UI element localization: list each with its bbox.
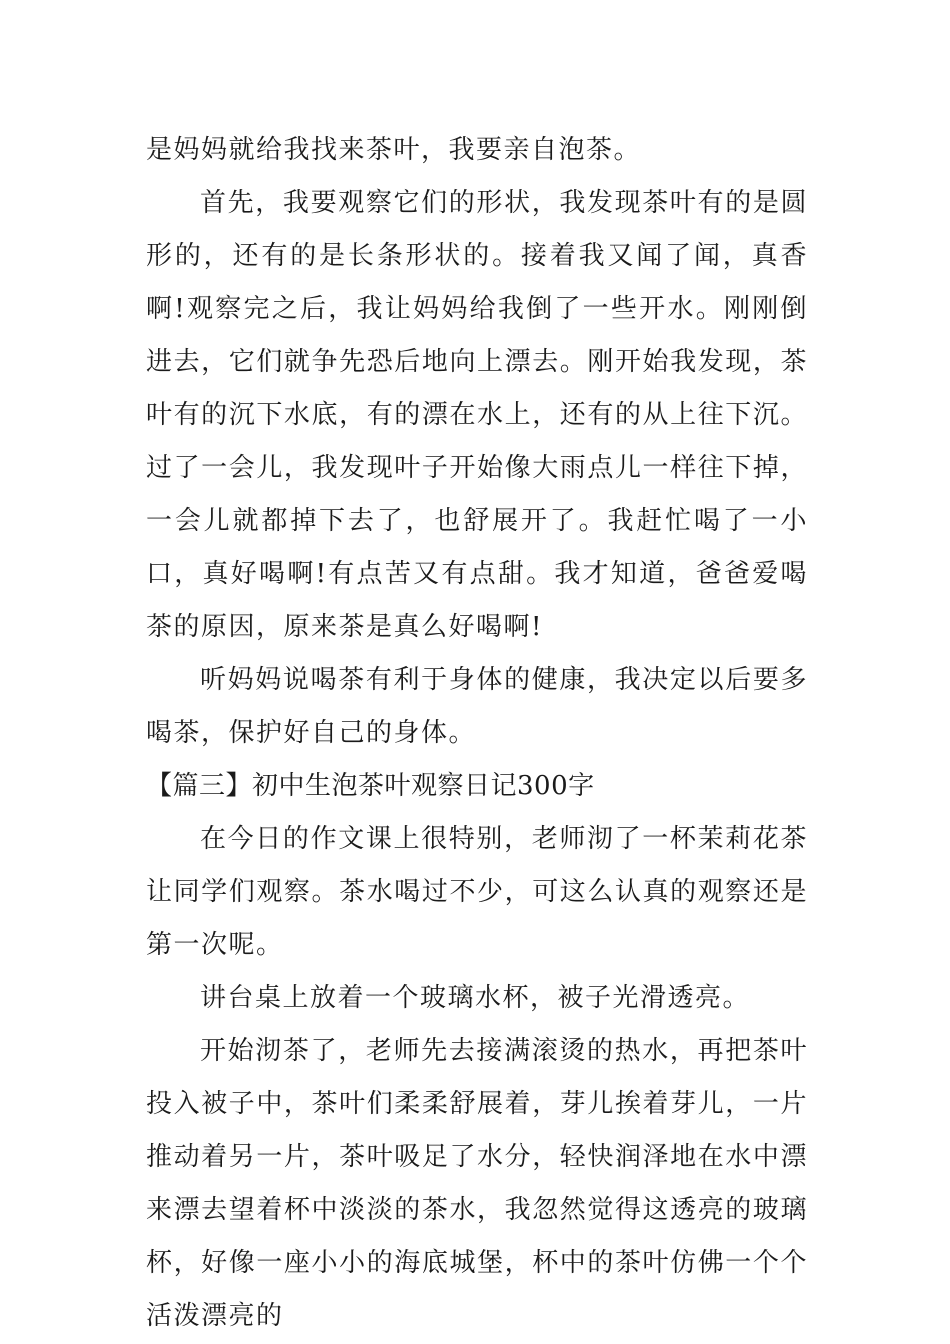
paragraph-continuation: 是妈妈就给我找来茶叶，我要亲自泡茶。 (146, 135, 642, 165)
paragraph-observation: 首先，我要观察它们的形状，我发现茶叶有的是圆形的，还有的是长条形状的。接着我又闻了闻，真香啊!观察完之后，我让妈妈给我倒了一些开水。刚刚倒进去，它们就争先恐后地向上漂去。刚开始我发现，茶叶有的沉下水底，有的漂在水上，还有的从上往下沉。过了一会儿，我发现叶子开始像大雨点儿一样往下掉，一会儿就都掉下去了，也舒展开了。我赶忙喝了一小口，真好喝啊!有点苦又有点甜。我才知道，爸爸爱喝茶的原因，原来茶是真么好喝啊! (146, 188, 808, 642)
section-heading: 【篇三】初中生泡茶叶观察日记300字 (146, 771, 595, 801)
paragraph-class: 在今日的作文课上很特别，老师沏了一杯茉莉花茶让同学们观察。茶水喝过不少，可这么认真的观察还是第一次呢。 (146, 824, 808, 960)
paragraph-cup: 讲台桌上放着一个玻璃水杯，被子光滑透亮。 (200, 983, 751, 1013)
document-body (146, 124, 808, 1343)
paragraph-brewing: 开始沏茶了，老师先去接满滚烫的热水，再把茶叶投入被子中，茶叶们柔柔舒展着，芽儿挨着芽儿，一片推动着另一片，茶叶吸足了水分，轻快润泽地在水中漂来漂去望着杯中淡淡的茶水，我忽然觉得这透亮的玻璃杯，好像一座小小的海底城堡，杯中的茶叶仿佛一个个活泼漂亮的 (146, 1036, 808, 1331)
paragraph-health: 听妈妈说喝茶有利于身体的健康，我决定以后要多喝茶，保护好自己的身体。 (146, 665, 808, 748)
